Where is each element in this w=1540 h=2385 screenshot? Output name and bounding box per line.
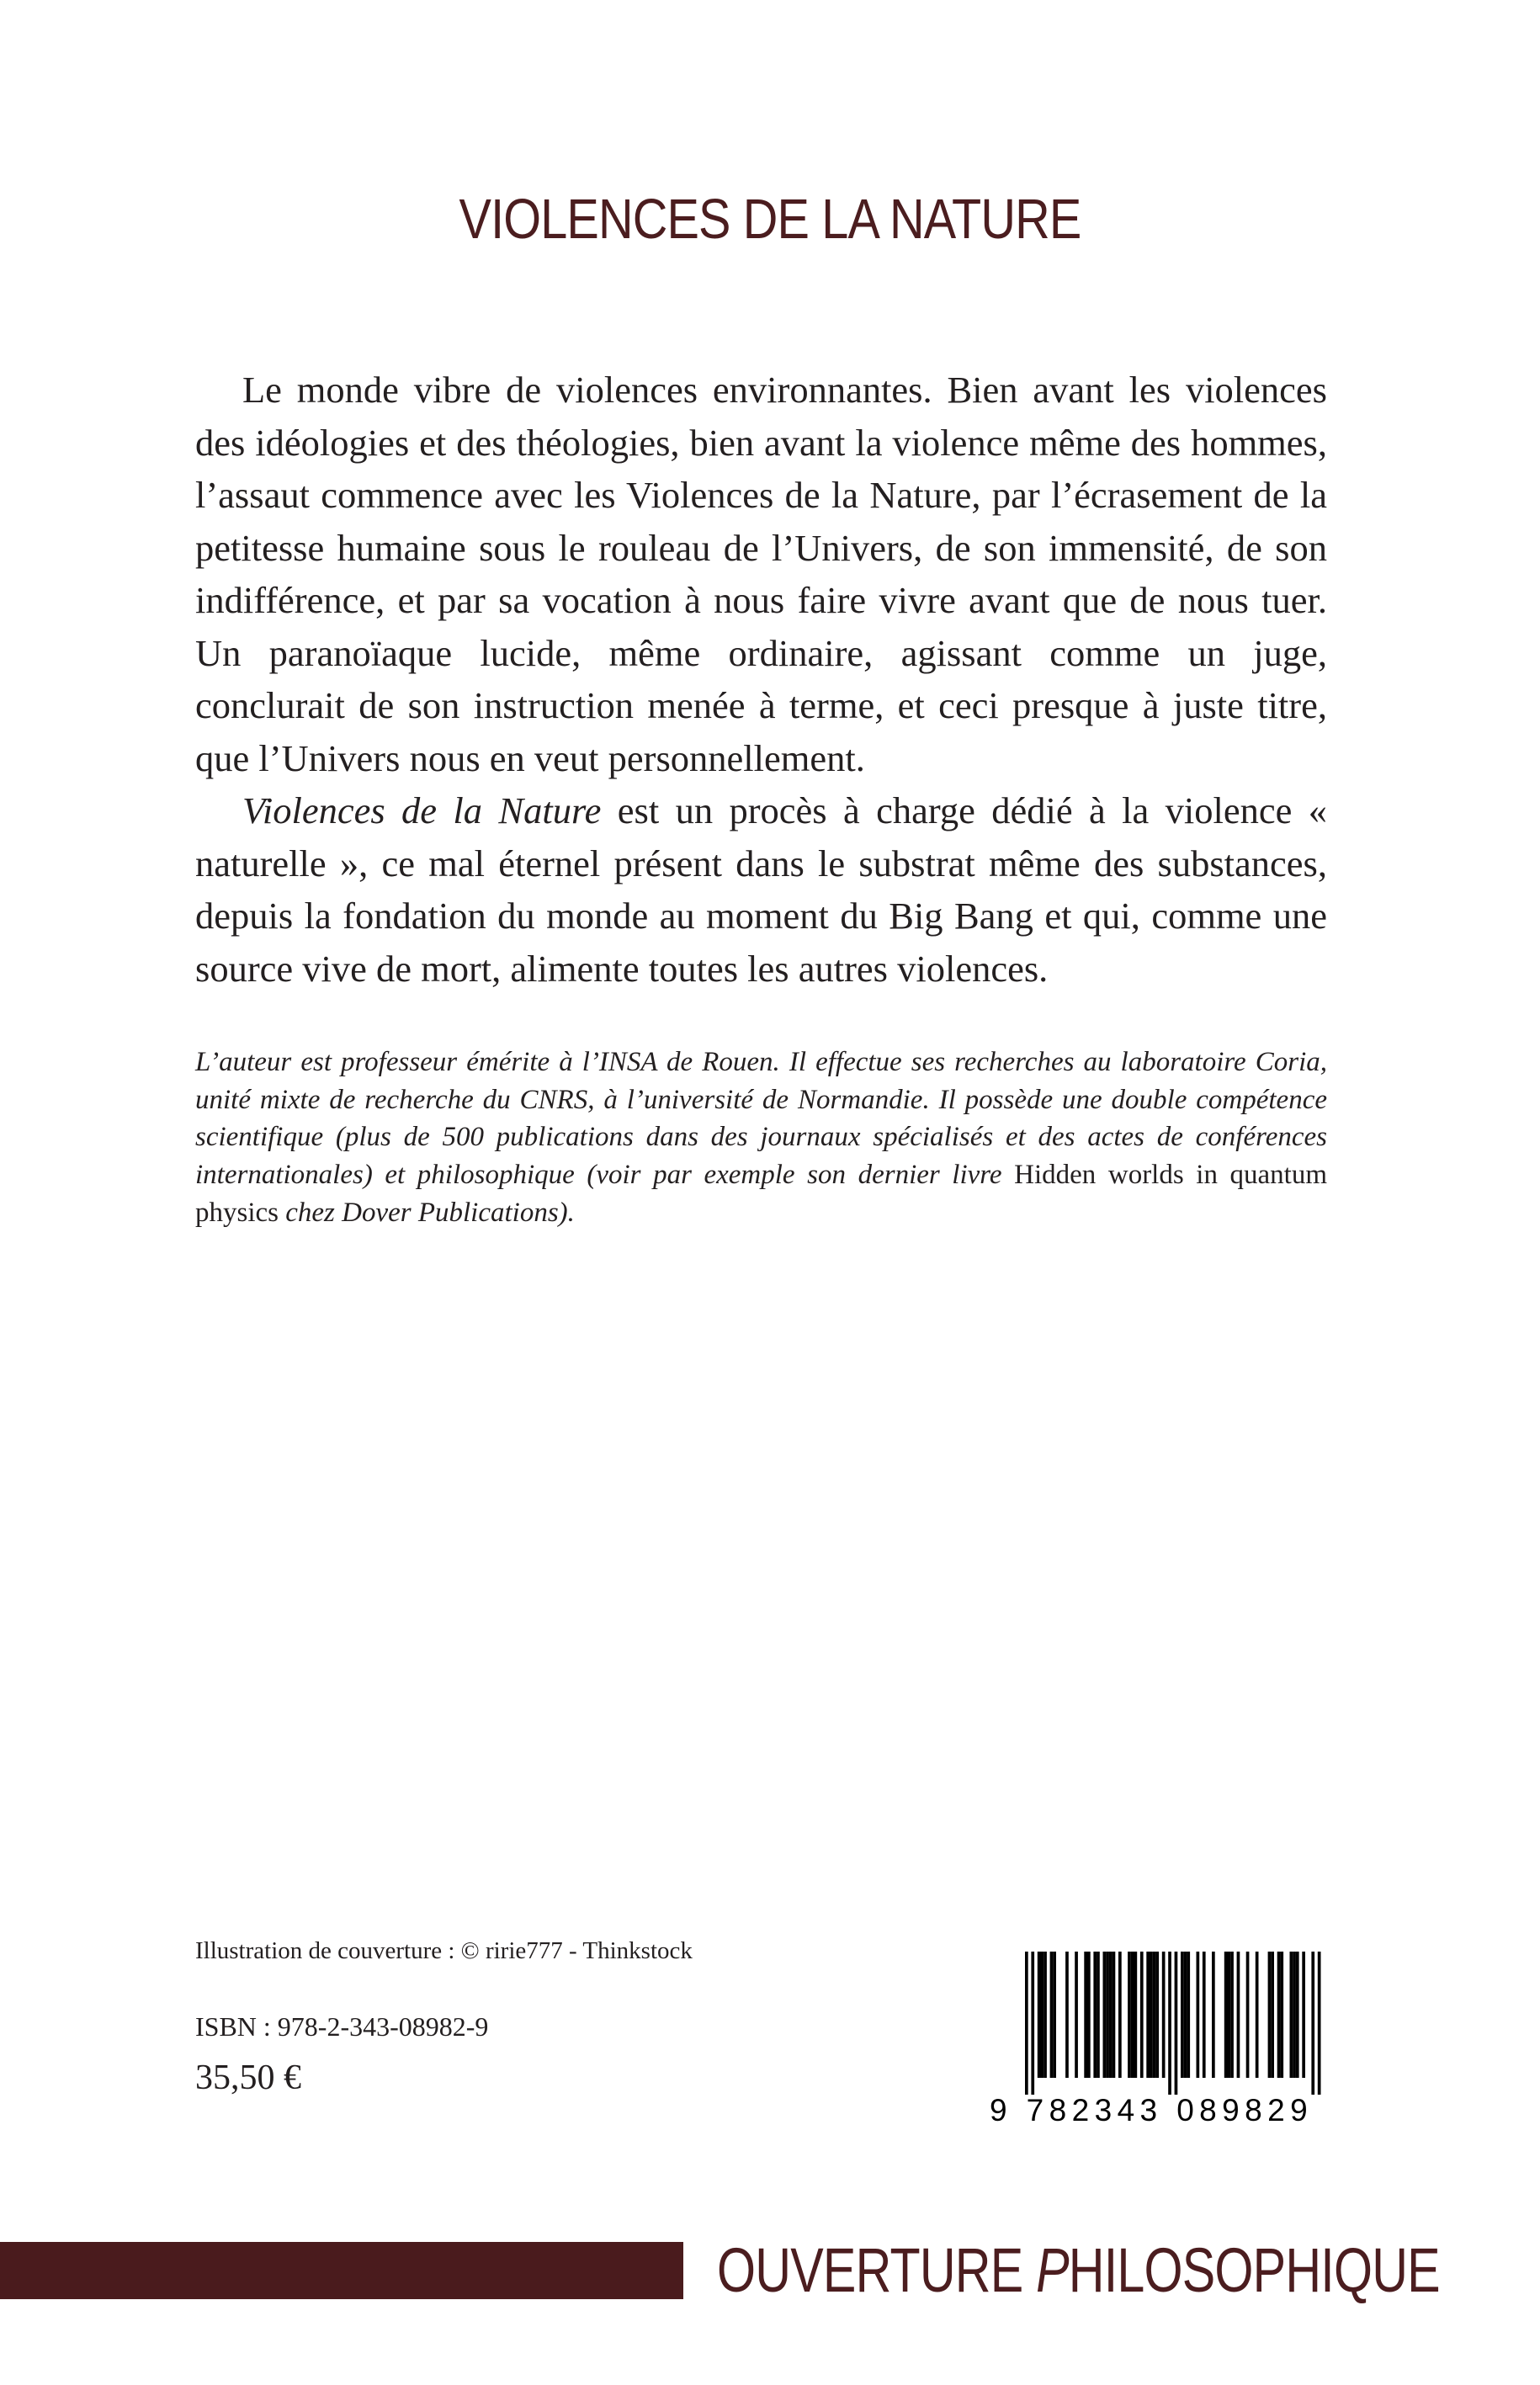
barcode-bar [1097,1952,1100,2078]
barcode-bar [1075,1952,1078,2078]
barcode-bar [1065,1952,1069,2078]
barcode-bar [1271,1952,1274,2078]
barcode-bar [1296,1952,1299,2078]
barcode-bar [1181,1952,1184,2078]
author-note-end: chez Dover Publications). [279,1197,575,1228]
author-note [195,1044,1327,1232]
barcode-bar [1246,1952,1250,2078]
barcode-bar [1302,1952,1305,2078]
price: 35,50 € [195,2058,301,2097]
barcode-bar [1256,1952,1259,2078]
barcode-bar [1187,1952,1190,2078]
collection-name [717,2228,1440,2313]
barcode-bar [1224,1952,1228,2078]
barcode-bar [1053,1952,1056,2078]
barcode-bar [1146,1952,1150,2078]
barcode-bar [1155,1952,1159,2078]
barcode-bar [1268,1952,1272,2078]
barcode-bar [1025,1952,1028,2095]
collection-name-part3: HILOSOPHIQUE [1068,2235,1440,2305]
barcode-bar [1041,1952,1044,2078]
isbn: ISBN : 978-2-343-08982-9 [195,2011,489,2042]
barcode-bar [1134,1952,1138,2078]
blurb-paragraph-2 [195,784,1327,995]
barcode-bar [1277,1952,1281,2078]
barcode-bar [1150,1952,1153,2078]
barcode-bar [1106,1952,1109,2078]
author-book-title: Hidden worlds in quantum physics [195,1160,1328,1228]
book-title: VIOLENCES DE LA NATURE [459,188,1081,251]
collection-name-italic: P [1036,2235,1069,2305]
illustration-credit: Illustration de couverture : © ririe777 - Thinkstock [195,1937,693,1964]
barcode-bar [1228,1952,1231,2078]
barcode-bar [1043,1952,1047,2078]
blurb-book-title: Violences de la Nature [242,789,602,831]
barcode-bar [1168,1952,1171,2095]
barcode-bar [1103,1952,1107,2078]
collection-bar [0,2242,683,2299]
blurb-paragraph-2-text: est un procès à charge dédié à la violence « naturelle », ce mal éternel présent dans le substrat même des substances, depuis la fondation du monde au moment du Big Bang et qui, comme une source vive de mort, alimente toutes les autres violences. [195,789,1327,990]
barcode-bar [1118,1952,1122,2078]
blurb-paragraph-1: Le monde vibre de violences environnantes. Bien avant les violences des idéologies et des théologies, bien avant la violence même des hommes, l’assaut commence avec les Violences de la Nature, par l’écrasement de la petitesse humaine sous le rouleau de l’Univers, de son immensité, de son indifférence, et par sa vocation à nous faire vivre avant que de nous tuer. Un paranoïaque lucide, même ordinaire, agissant comme un juge, conclurait de son instruction menée à terme, et ceci presque à juste titre, que l’Univers nous en veut personnellement. [195,369,1327,779]
barcode-digits: 9 782343 089829 [990,2093,1314,2127]
barcode-bar [1280,1952,1283,2078]
barcode-bar [1087,1952,1091,2078]
barcode-bar [1113,1952,1116,2078]
barcode-bar [1084,1952,1087,2078]
barcode-bar [1128,1952,1131,2078]
barcode-bar [1031,1952,1034,2095]
barcode-bar [1311,1952,1314,2095]
barcode-bar [1203,1952,1206,2078]
barcode-bar [1290,1952,1293,2078]
barcode-bar [1184,1952,1187,2078]
barcode-bar [1230,1952,1234,2078]
barcode-bar [1153,1952,1156,2078]
barcode-bar [1093,1952,1097,2078]
barcode-bar [1293,1952,1296,2078]
collection-name-part1: OUVERTURE [717,2235,1037,2305]
barcode-bar [1318,1952,1321,2095]
barcode-bar [1237,1952,1240,2078]
barcode-bar [1109,1952,1113,2078]
barcode [990,1952,1335,2128]
barcode-bar [1131,1952,1134,2078]
barcode-bar [1038,1952,1041,2078]
barcode-bar [1212,1952,1215,2078]
barcode-bar [1162,1952,1166,2078]
barcode-bars [990,1952,1335,2095]
barcode-bar [1175,1952,1178,2095]
author-note-text: L’auteur est professeur émérite à l’INSA de Rouen. Il effectue ses recherches au laboratoire Coria, unité mixte de recherche du CNRS, à l’université de Normandie. Il possède une double compétence scientifique (plus de 500 publications dans des journaux spécialisés et des actes de conférences internationales) et philosophique (voir par exemple son dernier livre [195,1047,1327,1191]
barcode-bar [1140,1952,1144,2078]
barcode-bar [1197,1952,1200,2078]
back-cover-blurb [195,364,1327,995]
barcode-bar [1050,1952,1054,2078]
